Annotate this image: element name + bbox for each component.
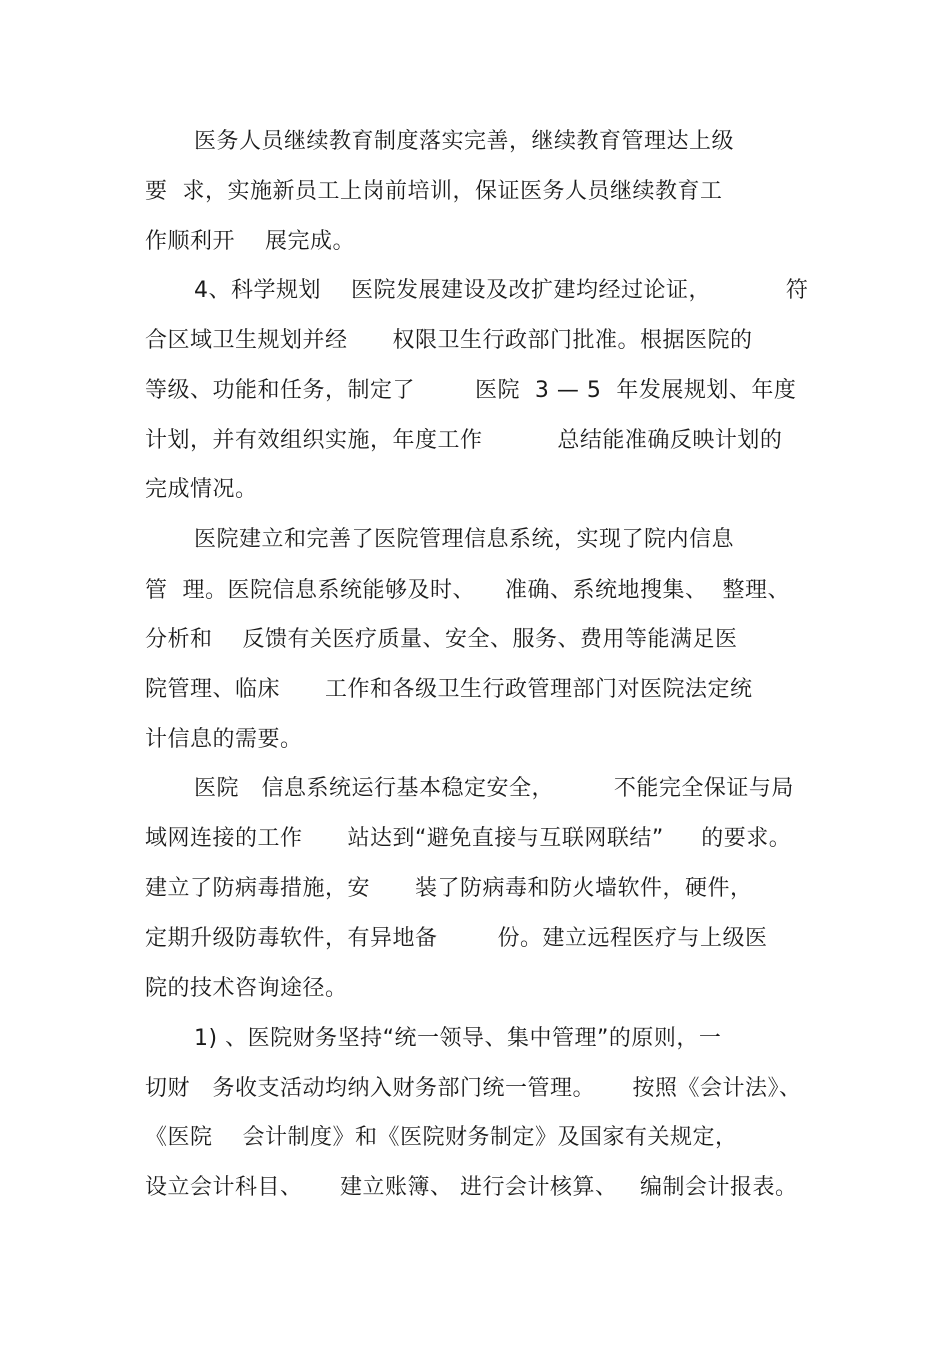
text-line: 计信息的需要。 (145, 727, 303, 752)
text-line: 院管理、临床 工作和各级卫生行政管理部门对医院法定统 (145, 677, 753, 702)
text-line: 建立了防病毒措施，安 装了防病毒和防火墙软件，硬件， (145, 876, 753, 901)
text-line: 医务人员继续教育制度落实完善，继续教育管理达上级 (194, 129, 735, 154)
text-line: 域网连接的工作 站达到“避免直接与互联网联结” 的要求。 (145, 826, 792, 851)
text-line: 管 理。医院信息系统能够及时、 准确、系统地搜集、 整理、 (145, 578, 790, 603)
text-line: 1) 、医院财务坚持“统一领导、集中管理”的原则，一 (194, 1026, 722, 1051)
text-line: 要 求，实施新员工上岗前培训，保证医务人员继续教育工 (145, 179, 723, 204)
text-line: 计划，并有效组织实施，年度工作 总结能准确反映计划的 (145, 428, 783, 453)
text-line: 医院建立和完善了医院管理信息系统，实现了院内信息 (194, 527, 735, 552)
text-line: 等级、功能和任务，制定了 医院 3 — 5 年发展规划、年度 (145, 378, 797, 403)
text-line: 《医院 会计制度》和《医院财务制定》及国家有关规定， (145, 1125, 738, 1150)
text-line: 合区域卫生规划并经 权限卫生行政部门批准。根据医院的 (145, 328, 753, 353)
text-line: 完成情况。 (145, 477, 258, 502)
text-line: 院的技术咨询途径。 (145, 976, 348, 1001)
text-line: 医院 信息系统运行基本稳定安全， 不能完全保证与局 (194, 776, 794, 801)
text-line: 定期升级防毒软件，有异地备 份。建立远程医疗与上级医 (145, 926, 768, 951)
text-line: 作顺利开 展完成。 (145, 229, 355, 254)
text-line: 4、科学规划 医院发展建设及改扩建均经过论证， 符 (194, 278, 809, 303)
text-line: 切财 务收支活动均纳入财务部门统一管理。 按照《会计法》、 (145, 1076, 802, 1101)
text-line: 设立会计科目、 建立账簿、 进行会计核算、 编制会计报表。 (145, 1175, 798, 1200)
text-line: 分析和 反馈有关医疗质量、安全、服务、费用等能满足医 (145, 627, 738, 652)
